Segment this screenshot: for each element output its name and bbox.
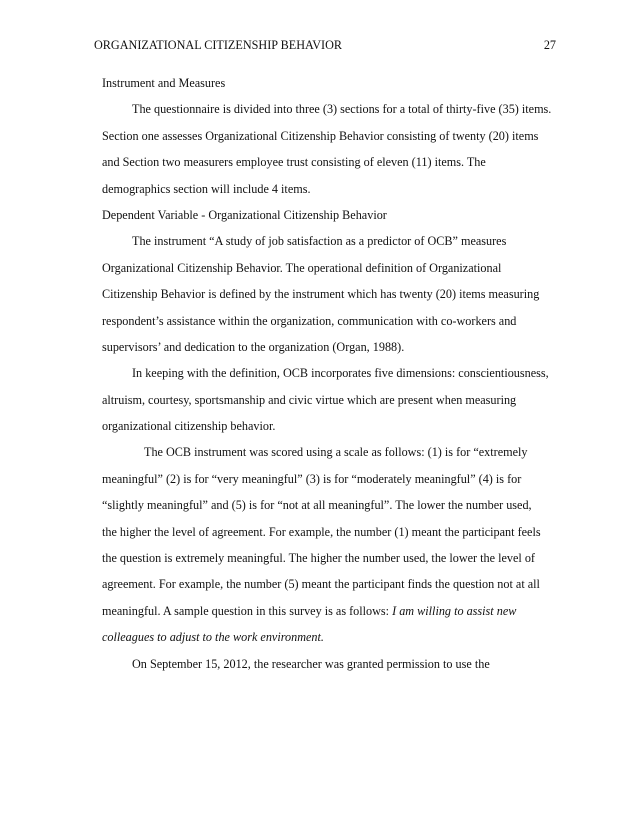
text-line (102, 387, 572, 413)
line-text: “slightly meaningful” and (5) is for “not at all meaningful”. The lower the number used, (102, 498, 532, 513)
line-text: the higher the level of agreement. For example, the number (1) meant the participant feels (102, 524, 541, 539)
text-line (102, 624, 572, 650)
line-text: The questionnaire is divided into three (3) sections for a total of thirty-five (35) items. (132, 102, 552, 117)
text-line (102, 123, 572, 149)
text-line (102, 466, 572, 492)
line-text: organizational citizenship behavior. (102, 419, 276, 434)
line-text: In keeping with the definition, OCB incorporates five dimensions: conscientiousness, (132, 366, 549, 381)
line-text: and Section two measurers employee trust consisting of eleven (11) items. The (102, 155, 486, 170)
text-line (102, 255, 572, 281)
line-text: Instrument and Measures (102, 76, 226, 90)
line-text: demographics section will include 4 items. (102, 181, 311, 196)
line-text: The OCB instrument was scored using a scale as follows: (1) is for “extremely (144, 445, 528, 460)
text-line (102, 96, 572, 122)
line-text: Dependent Variable - Organizational Citizenship Behavior (102, 207, 387, 222)
running-title: ORGANIZATIONAL CITIZENSHIP BEHAVIOR (94, 38, 343, 52)
sample-question-text: I am willing to assist new (392, 603, 517, 618)
line-text: respondent’s assistance within the organization, communication with co-workers and (102, 313, 517, 328)
text-line (102, 228, 572, 254)
text-line (102, 360, 572, 386)
line-text: the question is extremely meaningful. The higher the number used, the lower the level of (102, 551, 535, 566)
text-line (102, 334, 572, 360)
line-text: altruism, courtesy, sportsmanship and civic virtue which are present when measuring (102, 392, 517, 407)
line-text: agreement. For example, the number (5) meant the participant finds the question not at all (102, 577, 540, 592)
body-text (102, 70, 572, 677)
line-text: On September 15, 2012, the researcher was granted permission to use the (132, 656, 490, 671)
line-text: Organizational Citizenship Behavior. The operational definition of Organizational (102, 260, 502, 275)
text-line (102, 281, 572, 307)
text-line (102, 571, 572, 597)
text-line (102, 308, 572, 334)
text-line (102, 149, 572, 175)
text-line (102, 176, 572, 202)
running-head (94, 35, 556, 55)
text-line (102, 492, 572, 518)
line-text: Citizenship Behavior is defined by the instrument which has twenty (20) items measuring (102, 287, 540, 302)
text-line (102, 413, 572, 439)
line-text: The instrument “A study of job satisfaction as a predictor of OCB” measures (132, 234, 507, 249)
text-line (102, 545, 572, 571)
text-line (102, 439, 572, 465)
line-text: meaningful. A sample question in this survey is as follows: (102, 603, 393, 618)
text-line (102, 519, 572, 545)
page-number: 27 (543, 38, 556, 52)
section-heading (102, 70, 572, 96)
line-text: supervisors’ and dedication to the organization (Organ, 1988). (102, 339, 405, 354)
section-heading (102, 202, 572, 228)
text-line (102, 651, 572, 677)
line-text: Section one assesses Organizational Citizenship Behavior consisting of twenty (20) items (102, 128, 539, 143)
text-line (102, 598, 572, 624)
line-text: colleagues to adjust to the work environment. (102, 630, 324, 645)
line-text: meaningful” (2) is for “very meaningful” (3) is for “moderately meaningful” (4) is for (102, 471, 522, 486)
